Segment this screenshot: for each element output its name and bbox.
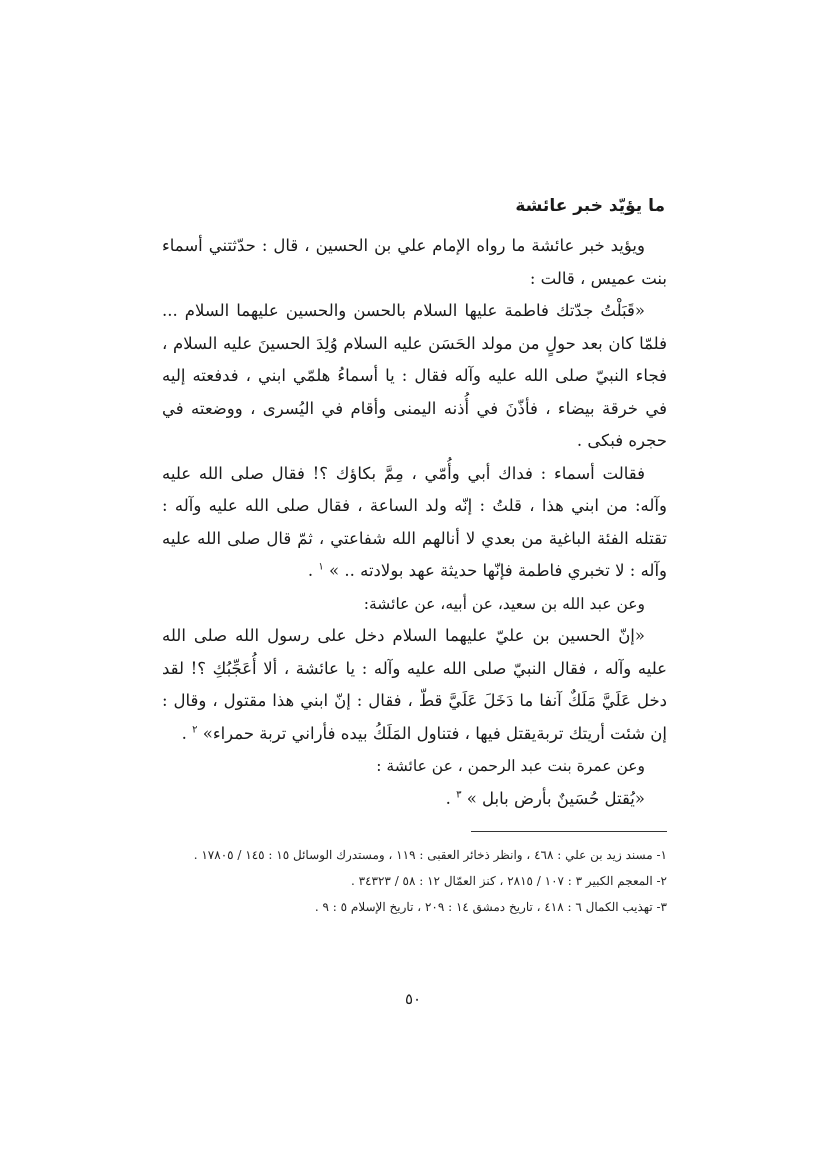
footnote-marker: ٢: [192, 724, 198, 735]
paragraph-text: فقالت أسماء : فداك أبي وأُمّي ، مِمَّ بكاؤك ؟! فقال صلى الله عليه وآله: من ابني هذا ، قلتُ : إنّه ولد الساعة ، فقال صلى الله عليه وآله : تقتله الفئة الباغية من بعدي لا أنالهم الله شفاعتي ، ثمّ قال صلى الله عليه وآله : لا تخبري فاطمة فإنّها حديثة عهد بولادته .. »: [162, 463, 667, 580]
footnote-divider: [471, 831, 667, 832]
paragraph-hadith-asma: «قَبَلْتُ جدّتك فاطمة عليها السلام بالحسن والحسين عليهما السلام ... فلمّا كان بعد حولٍ من مولد الحَسَن عليه السلام وُلِدَ الحسينَ عليه السلام ، فجاء النبيّ صلى الله عليه وآله فقال : يا أسماءُ هلمّي ابني ، فدفعته إليه في خرقة بيضاء ، فأذّنَ في أُذنه اليمنى وأقام في اليُسرى ، ووضعته في حجره فبكى .: [162, 301, 667, 450]
footnotes: [162, 842, 667, 920]
paragraph-intro: ويؤيد خبر عائشة ما رواه الإمام علي بن الحسين ، قال : حدّثتني أسماء بنت عميس ، قالت :: [162, 236, 667, 288]
footnote-3: ٣- تهذيب الكمال ٦ : ٤١٨ ، تاريخ دمشق ١٤ : ٢٠٩ ، تاريخ الإسلام ٥ : ٩ .: [314, 900, 667, 914]
paragraph-chain-2: وعن عمرة بنت عبد الرحمن ، عن عائشة :: [376, 757, 645, 775]
section-heading: ما يؤيّد خبر عائشة: [515, 196, 665, 216]
paragraph-hadith-aisha: «إنّ الحسين بن عليّ عليهما السلام دخل على رسول الله صلى الله عليه وآله ، فقال النبيّ صلى الله عليه وآله : يا عائشة ، ألا أُعَجِّبُكِ ؟! لقد دخل عَلَيَّ مَلَكٌ آنفا ما دَخَلَ عَلَيَّ قطّ ، فقال : إنّ ابني هذا مقتول ، وقال : إن شئت أريتك تربةيقتل فيها ، فتناول المَلَكُ بيده فأراني تربة حمراء» $^٢$ .: [162, 626, 667, 743]
footnote-marker: ٣: [456, 789, 462, 800]
paragraph-text: «يُقتل حُسَينٌ بأرض بابل »: [466, 788, 645, 808]
page-number: ٥٠: [404, 990, 422, 1008]
paragraph-text: «إنّ الحسين بن عليّ عليهما السلام دخل على رسول الله صلى الله عليه وآله ، فقال النبيّ صلى الله عليه وآله : يا عائشة ، ألا أُعَجِّبُكِ ؟! لقد دخل عَلَيَّ مَلَكٌ آنفا ما دَخَلَ عَلَيَّ قطّ ، فقال : إنّ ابني هذا مقتول ، وقال : إن شئت أريتك تربةيقتل فيها ، فتناول المَلَكُ بيده فأراني تربة حمراء»: [162, 626, 667, 743]
footnote-2: ٢- المعجم الكبير ٣ : ١٠٧ / ٢٨١٥ ، كنز العمّال ١٢ : ٥٨ / ٣٤٣٢٣ .: [351, 874, 667, 888]
book-page: [162, 196, 667, 920]
paragraph-hadith-asma-cont: فقالت أسماء : فداك أبي وأُمّي ، مِمَّ بكاؤك ؟! فقال صلى الله عليه وآله: من ابني هذا ، قلتُ : إنّه ولد الساعة ، فقال صلى الله عليه وآله : تقتله الفئة الباغية من بعدي لا أنالهم الله شفاعتي ، ثمّ قال صلى الله عليه وآله : لا تخبري فاطمة فإنّها حديثة عهد بولادته .. » $^١$ .: [162, 463, 667, 580]
paragraph-chain-1: وعن عبد الله بن سعيد، عن أبيه، عن عائشة:: [363, 594, 645, 613]
footnote-1: ١- مسند زيد بن علي : ٤٦٨ ، وانظر ذخائر العقبى : ١١٩ ، ومستدرك الوسائل ١٥ : ١٤٥ / ١٧٨٠٥ .: [193, 848, 667, 862]
footnote-marker: ١: [318, 561, 324, 573]
paragraph-hadith-babil: «يُقتل حُسَينٌ بأرض بابل » $^٣$ .: [445, 788, 645, 808]
